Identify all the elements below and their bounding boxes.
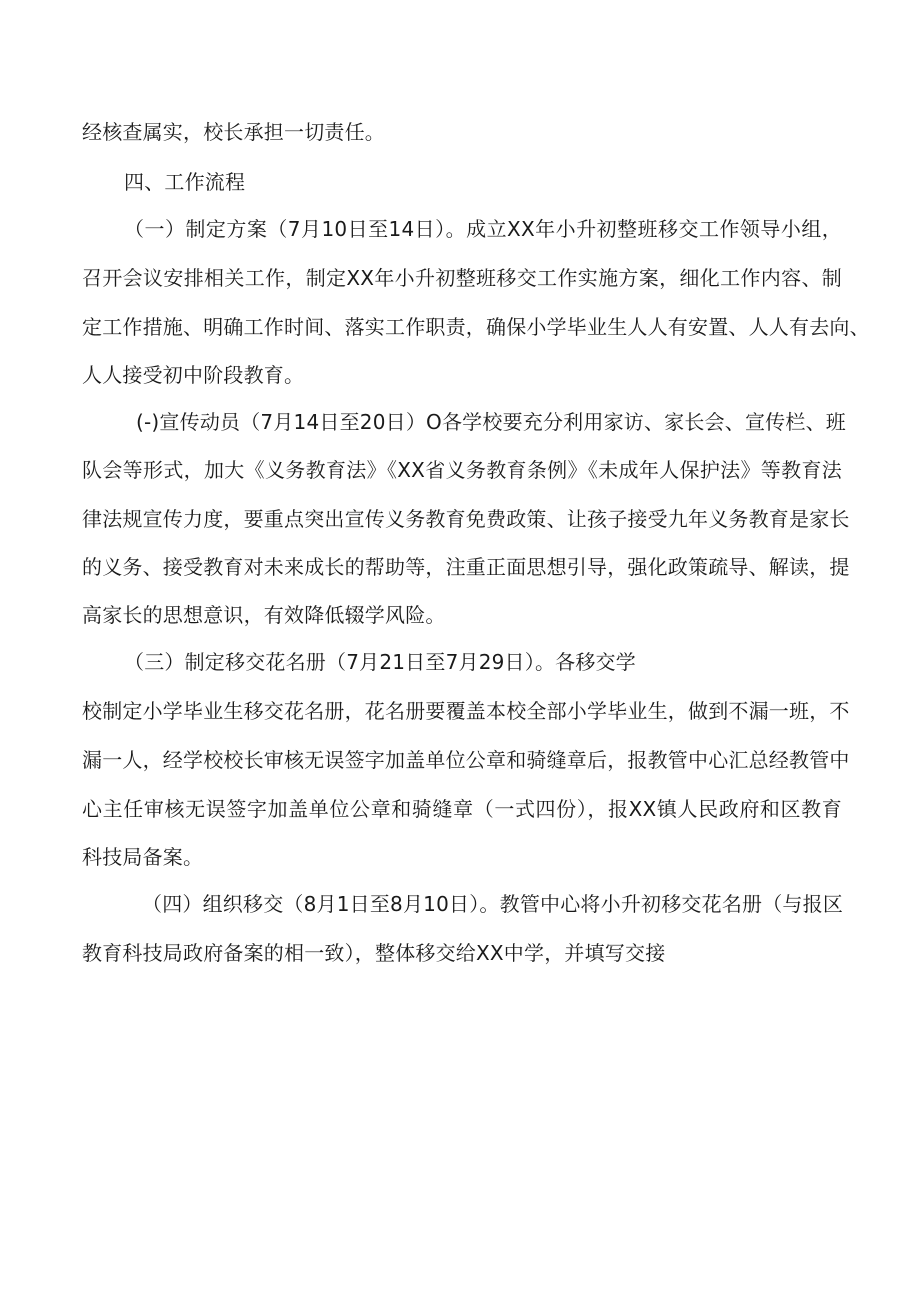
step-three-line-5: 科技局备案。 [82, 845, 204, 869]
step-one-line-3: 定工作措施、明确工作时间、落实工作职责，确保小学毕业生人人有安置、人人有去向、 [82, 315, 870, 339]
step-three-line-3: 漏一人，经学校校长审核无误签字加盖单位公章和骑缝章后，报教管中心汇总经教管中 [82, 748, 850, 772]
step-two-line-4: 的义务、接受教育对未来成长的帮助等，注重正面思想引导，强化政策疏导、解读，提 [82, 555, 850, 579]
step-two-line-1: (-)宣传动员（7月14日至20日）O各学校要充分利用家访、家长会、宣传栏、班 [136, 410, 846, 434]
step-one-line-2: 召开会议安排相关工作，制定XX年小升初整班移交工作实施方案，细化工作内容、制 [82, 266, 842, 290]
section-heading-workflow: 四、工作流程 [124, 170, 246, 194]
step-four-line-2: 教育科技局政府备案的相一致），整体移交给XX中学，并填写交接 [82, 941, 666, 965]
step-two-line-5: 高家长的思想意识，有效降低辍学风险。 [82, 603, 446, 627]
step-four-line-1: （四）组织移交（8月1日至8月10日）。教管中心将小升初移交花名册（与报区 [142, 892, 844, 916]
step-three-line-1: （三）制定移交花名册（7月21日至7月29日）。各移交学 [124, 650, 636, 674]
step-one-line-1: （一）制定方案（7月10日至14日）。成立XX年小升初整班移交工作领导小组， [124, 217, 842, 241]
paragraph-closing-line: 经核查属实，校长承担一切责任。 [82, 120, 385, 144]
step-one-line-4: 人人接受初中阶段教育。 [82, 363, 305, 387]
step-two-line-3: 律法规宣传力度，要重点突出宣传义务教育免费政策、让孩子接受九年义务教育是家长 [82, 507, 850, 531]
step-three-line-4: 心主任审核无误签字加盖单位公章和骑缝章（一式四份），报XX镇人民政府和区教育 [82, 797, 842, 821]
step-three-line-2: 校制定小学毕业生移交花名册，花名册要覆盖本校全部小学毕业生，做到不漏一班，不 [82, 699, 850, 723]
step-two-line-2: 队会等形式，加大《义务教育法》《XX省义务教育条例》《未成年人保护法》等教育法 [82, 458, 842, 482]
